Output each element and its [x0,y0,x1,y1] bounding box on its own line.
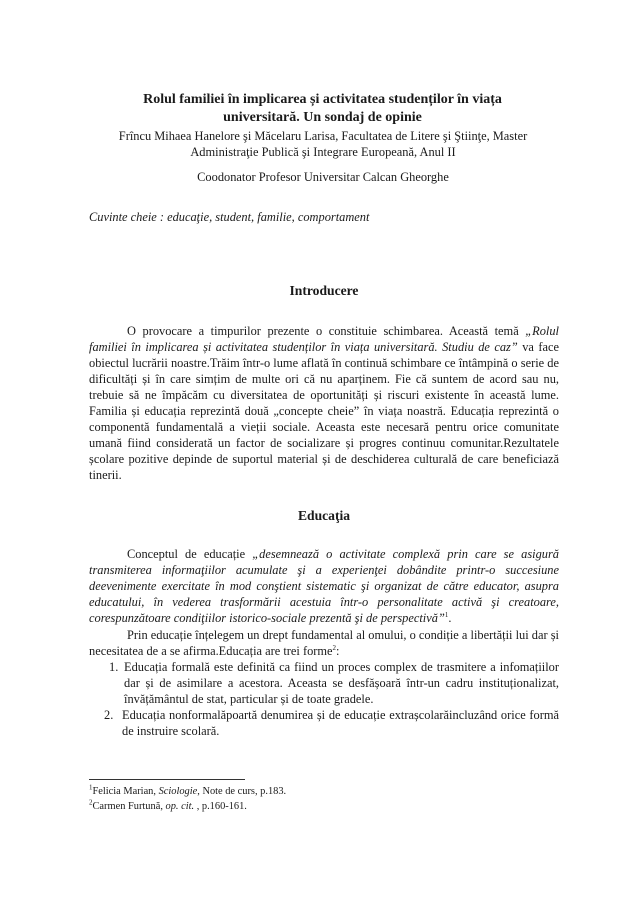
list-number: 1. [109,660,119,674]
section-heading-education: Educaţia [297,508,351,523]
intro-topic-italic: „Rolul familiei în implicarea și activitatea studenților în viața universitară. Studiu de caz” [89,324,559,354]
footnote-ref-1[interactable]: 1 [444,610,449,619]
footnote-rest: , p.160-161. [194,801,247,812]
footnote-work: Sciologie [158,786,198,797]
coordinator: Coodonator Profesor Universitar Calcan Gheorghe [197,170,449,184]
education-p2-end: : [336,644,340,658]
education-p1-end: . [448,611,452,625]
intro-text-rest: va face obiectul lucrării noastre.Trăim într-o lume aflată în continuă schimbare ce întâmpină o serie de dificultăți și în care simțim de multe ori că nu aparținem. Fie că suntem de acord sau nu, trebuie să ne împăcăm cu diversitatea de oportunități și riscuri existente în această lume. Familia și educația reprezintă două „concepte cheie” în viața noastră. Educația reprezintă o componentă fundamentală a vieții sociale. Aceasta este necesară pentru orice comunitate umană fiind considerată un factor de socializare și progres continuu comunitar.Rezultatele școlare pozitive depinde de suportul material și de deschiderea culturală de care beneficiază tinerii. [89,340,560,482]
footnote-work: op. cit. [165,801,195,812]
education-definition-italic: „desemnează o activitate complexă prin care se asigură transmiterea informaţiilor acumulate şi a experienţei dobândite printr-o succesiune deevenimente exercitate în mod conştient sistematic şi organizat de către educator, asupra educatului, în vederea trasformării acestuia într-o personalitate activă şi creatoare, corespunzătoare condiţiilor istorico-sociale prezentă şi de perspectivă” [89,547,559,625]
list-item-text: Educația nonformalăpoartă denumirea și de educație extrașcolarăincluzând orice formă de instruire scolară. [122,708,559,738]
footnote-author: Carmen Furtună, [92,801,166,812]
footnote-mark: 2 [89,798,93,807]
footnote-rest: , Note de curs, p.183. [197,786,287,797]
paper-title [110,91,535,127]
education-p2-text: Prin educație înțelegem un drept fundamental al omului, o condiție a libertății lui dar și necesitatea de a se afirma.Educația are trei forme [89,628,559,658]
list-number: 2. [104,708,114,722]
education-p1-start: Conceptul de educație [127,547,253,561]
section-heading-introduction: Introducere [289,283,359,298]
footnote-author: Felicia Marian, [92,786,159,797]
authors [88,128,558,160]
authors-line-2: Administraţie Publică şi Integrare Europeană, Anul II [190,145,456,159]
list-item-text: Educația formală este definită ca fiind un proces complex de trasmitere a infomațiilor dar și de asimilare a acestora. Aceasta se desfășoară într-un cadru instituționalizat, învățământul de stat, particular și de toate gradele. [124,660,559,706]
footnote-2 [89,799,559,814]
title-line-2: universitară. Un sondaj de opinie [223,110,422,125]
footnote-mark: 1 [89,783,93,792]
title-line-1: Rolul familiei în implicarea și activitatea studenților în viața [143,92,502,107]
introduction-paragraph [89,323,559,483]
list-item [89,659,559,707]
footnote-1 [89,784,559,799]
education-forms-list [89,659,559,739]
authors-line-1: Frîncu Mihaea Hanelore şi Măcelaru Larisa, Facultatea de Litere şi Ştiinţe, Master [118,129,528,143]
footnotes [89,784,559,814]
education-paragraph-1 [89,546,559,626]
list-item [89,707,559,739]
footnote-ref-2[interactable]: 2 [332,643,337,652]
intro-text-start: O provocare a timpurilor prezente o constituie schimbarea. Această temă [127,324,526,338]
education-paragraph-2 [89,627,559,659]
footnote-divider [89,779,245,780]
keywords: Cuvinte cheie : educaţie, student, familie, comportament [89,210,370,224]
